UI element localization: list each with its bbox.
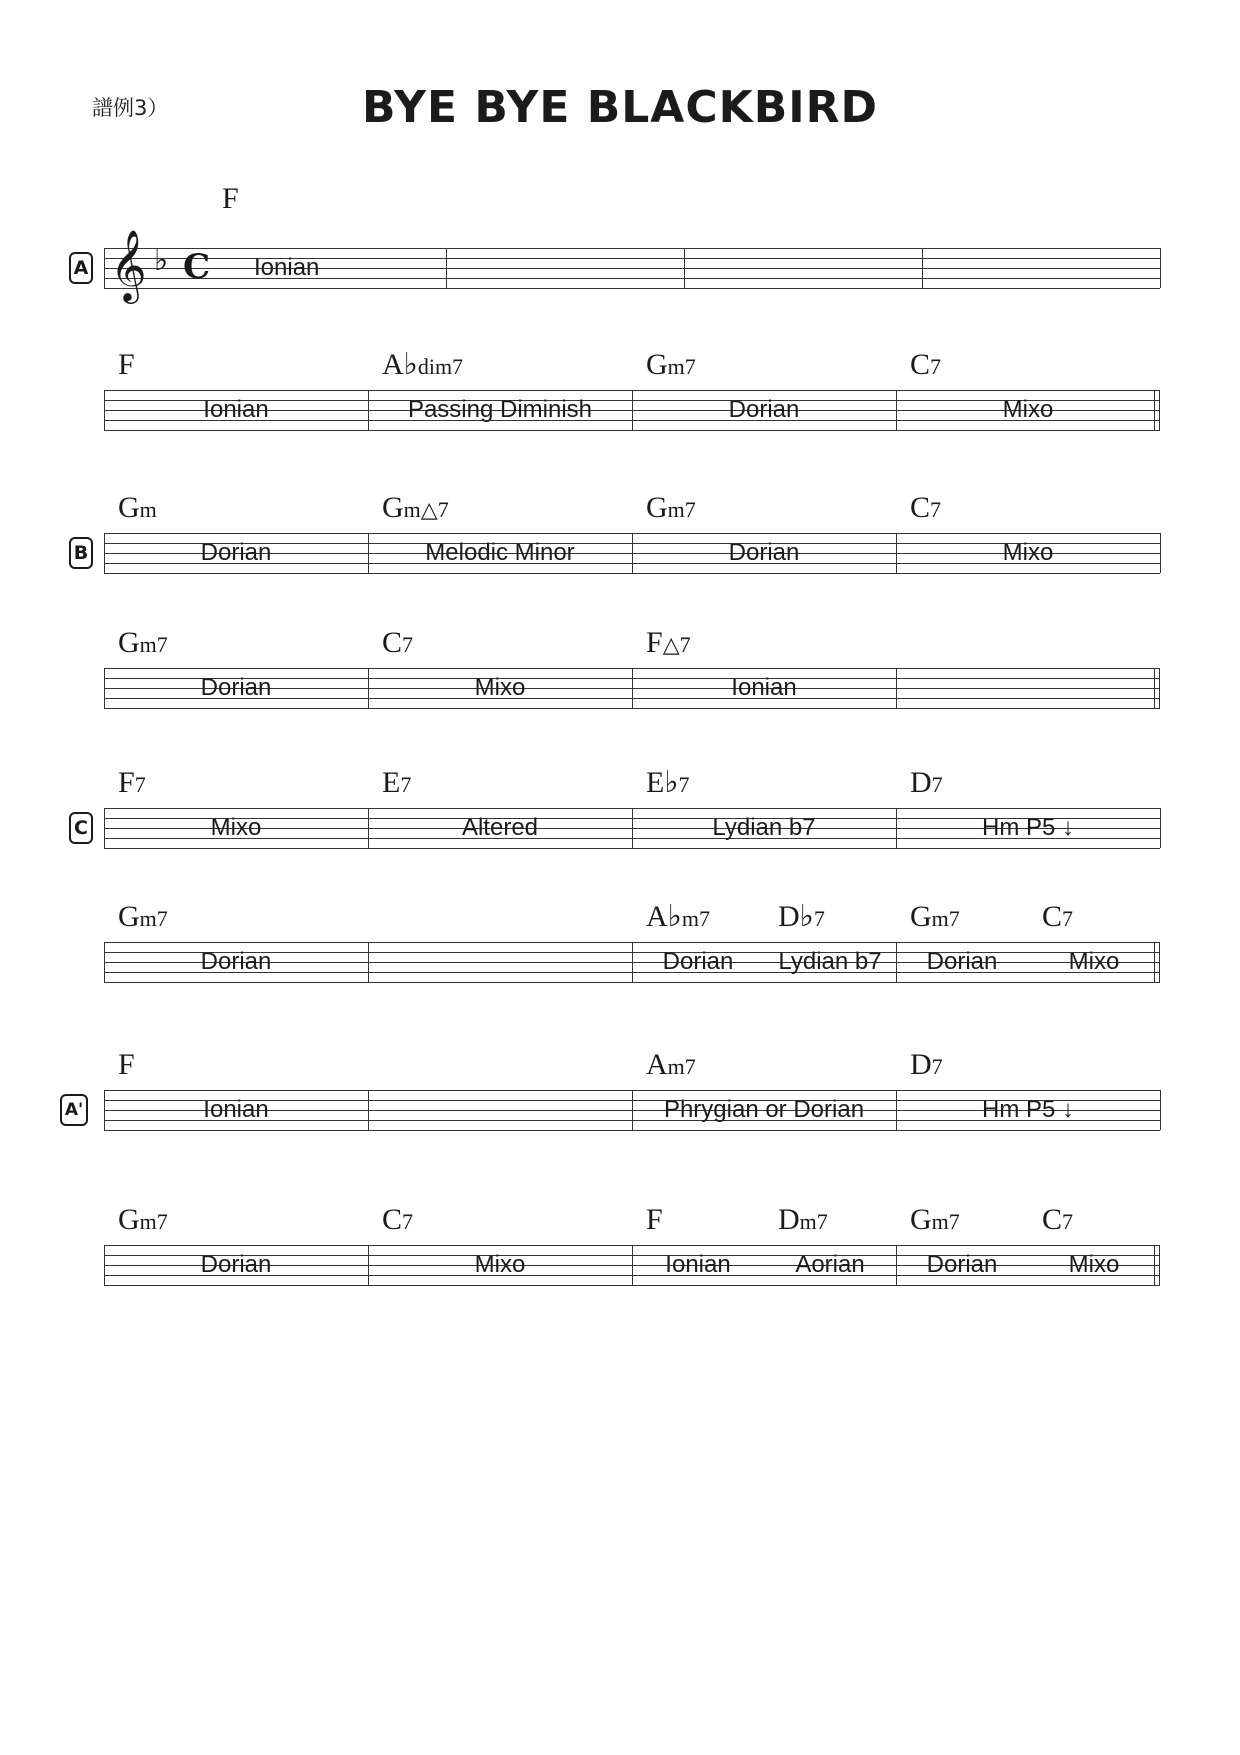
chord-symbol (118, 768, 146, 798)
scale-label: Ionian (665, 1251, 731, 1278)
chord-root: F (118, 348, 135, 381)
scale-label: Dorian (728, 539, 800, 566)
scale-label: Dorian (926, 948, 998, 975)
chord-symbol (382, 493, 449, 523)
scale-label: Aorian (795, 1251, 865, 1278)
song-title: BYE BYE BLACKBIRD (361, 82, 879, 133)
barline (1160, 808, 1161, 848)
scale-label: Ionian (203, 1096, 269, 1123)
chord-symbol (646, 768, 689, 798)
scale-label: Dorian (200, 539, 272, 566)
chord-quality: 7 (400, 772, 412, 797)
staff-line (104, 708, 1160, 709)
chord-quality: 7 (1062, 1209, 1074, 1234)
chord-quality: m7 (139, 906, 168, 931)
chord-quality: 7 (402, 632, 414, 657)
chord-symbol (382, 350, 463, 380)
chord-quality: 7 (1062, 906, 1074, 931)
chord-symbol (778, 902, 825, 932)
scale-label: Dorian (200, 948, 272, 975)
chord-symbol (118, 1205, 168, 1235)
staff-line (104, 1285, 1160, 1286)
chord-root: D♭ (778, 900, 814, 933)
chord-root: A (646, 1048, 668, 1081)
staff-line (104, 288, 1160, 289)
chord-quality: 7 (813, 906, 825, 931)
chord-quality: 7 (402, 1209, 414, 1234)
sheet-label: 譜例3） (92, 96, 169, 120)
chord-root: C (910, 348, 931, 381)
chord-root: D (910, 1048, 932, 1081)
chord-symbol (382, 1205, 413, 1235)
scale-label: Dorian (200, 1251, 272, 1278)
barline (368, 1090, 369, 1130)
chord-quality: 7 (930, 497, 942, 522)
rehearsal-mark: A (69, 252, 93, 284)
chord-symbol (910, 902, 960, 932)
rehearsal-mark: C (69, 812, 93, 844)
chord-symbol (646, 902, 710, 932)
barline (1160, 1090, 1161, 1130)
chord-quality: m7 (667, 1054, 696, 1079)
chord-symbol (910, 768, 943, 798)
chord-symbol (910, 1205, 960, 1235)
scale-label: Mixo (474, 674, 526, 701)
chord-root: E♭ (646, 766, 679, 799)
chord-quality: dim7 (417, 354, 464, 379)
time-signature: C (183, 247, 211, 287)
scale-label: Altered (461, 814, 539, 841)
chord-root: C (382, 626, 403, 659)
chord-quality: 7 (678, 772, 690, 797)
chord-root: D (778, 1203, 800, 1236)
chord-symbol (910, 1050, 943, 1080)
chord-root: C (910, 491, 931, 524)
chord-root: F (118, 1048, 135, 1081)
chord-root: E (382, 766, 401, 799)
chord-root: F (222, 182, 239, 215)
barline (446, 248, 447, 288)
scale-label: Mixo (1002, 539, 1054, 566)
chord-root: F (118, 766, 135, 799)
chord-symbol (646, 493, 696, 523)
scale-label: Ionian (731, 674, 797, 701)
scale-label: Ionian (203, 396, 269, 423)
scale-label: Melodic Minor (425, 539, 575, 566)
scale-label: Mixo (1002, 396, 1054, 423)
chord-root: A♭ (382, 348, 418, 381)
barline (684, 248, 685, 288)
double-barline (1154, 668, 1160, 708)
rehearsal-mark: A' (60, 1094, 88, 1126)
scale-label: Dorian (728, 396, 800, 423)
staff-line (104, 430, 1160, 431)
chord-symbol (382, 628, 413, 658)
barline (368, 942, 369, 982)
chord-symbol (646, 628, 691, 658)
chord-symbol (382, 768, 411, 798)
chord-quality: 7 (931, 1054, 943, 1079)
scale-label: Passing Diminish (407, 396, 593, 423)
chord-quality: m7 (139, 1209, 168, 1234)
chord-quality: m7 (931, 906, 960, 931)
chord-root: G (118, 900, 140, 933)
scale-label: Lydian b7 (712, 814, 816, 841)
rehearsal-mark: B (69, 537, 93, 569)
barline (104, 248, 105, 288)
chord-symbol (646, 350, 696, 380)
chord-root: G (646, 491, 668, 524)
scale-label: Hm P5 ↓ (981, 1096, 1074, 1123)
chord-symbol (118, 902, 168, 932)
scale-label: Mixo (474, 1251, 526, 1278)
chord-quality: m7 (681, 906, 710, 931)
chord-root: G (910, 900, 932, 933)
chord-quality: 7 (134, 772, 146, 797)
scale-label: Mixo (1068, 948, 1120, 975)
chord-symbol (222, 184, 239, 214)
chord-root: D (910, 766, 932, 799)
barline (896, 668, 897, 708)
staff-line (104, 1130, 1160, 1131)
chord-symbol (1042, 902, 1073, 932)
chord-quality: m (139, 497, 157, 522)
barline (1160, 248, 1161, 288)
chord-symbol (910, 350, 941, 380)
staff-line (104, 848, 1160, 849)
chord-quality: 7 (930, 354, 942, 379)
scale-label: Lydian b7 (778, 948, 882, 975)
chord-root: G (646, 348, 668, 381)
chord-root: F (646, 1203, 663, 1236)
chord-symbol (778, 1205, 828, 1235)
scale-label: Ionian (254, 254, 320, 281)
scale-label: Hm P5 ↓ (981, 814, 1074, 841)
staff-line (104, 248, 1160, 249)
chord-root: A♭ (646, 900, 682, 933)
chord-root: C (382, 1203, 403, 1236)
chord-symbol (910, 493, 941, 523)
chord-symbol (118, 350, 135, 380)
chord-root: G (118, 626, 140, 659)
chord-symbol (118, 493, 157, 523)
key-signature-flat: ♭ (154, 243, 169, 278)
staff-line (104, 982, 1160, 983)
chord-quality: m7 (931, 1209, 960, 1234)
scale-label: Mixo (1068, 1251, 1120, 1278)
chord-symbol (646, 1205, 663, 1235)
chord-quality: △7 (662, 632, 691, 657)
scale-label: Phrygian or Dorian (663, 1096, 865, 1123)
chord-symbol (646, 1050, 696, 1080)
chord-quality: 7 (931, 772, 943, 797)
barline (1160, 533, 1161, 573)
chord-quality: m△7 (403, 497, 449, 522)
chord-root: G (118, 1203, 140, 1236)
chord-root: G (382, 491, 404, 524)
barline (922, 248, 923, 288)
chord-root: G (910, 1203, 932, 1236)
chord-quality: m7 (667, 354, 696, 379)
chord-symbol (118, 1050, 135, 1080)
chord-quality: m7 (667, 497, 696, 522)
staff-line (104, 573, 1160, 574)
scale-label: Dorian (662, 948, 734, 975)
scale-label: Dorian (200, 674, 272, 701)
treble-clef-icon: 𝄞 (110, 228, 147, 301)
scale-label: Mixo (210, 814, 262, 841)
scale-label: Dorian (926, 1251, 998, 1278)
chord-quality: m7 (799, 1209, 828, 1234)
chord-root: C (1042, 900, 1063, 933)
chord-symbol (118, 628, 168, 658)
chord-quality: m7 (139, 632, 168, 657)
chord-root: F (646, 626, 663, 659)
chord-symbol (1042, 1205, 1073, 1235)
chord-root: C (1042, 1203, 1063, 1236)
chord-root: G (118, 491, 140, 524)
